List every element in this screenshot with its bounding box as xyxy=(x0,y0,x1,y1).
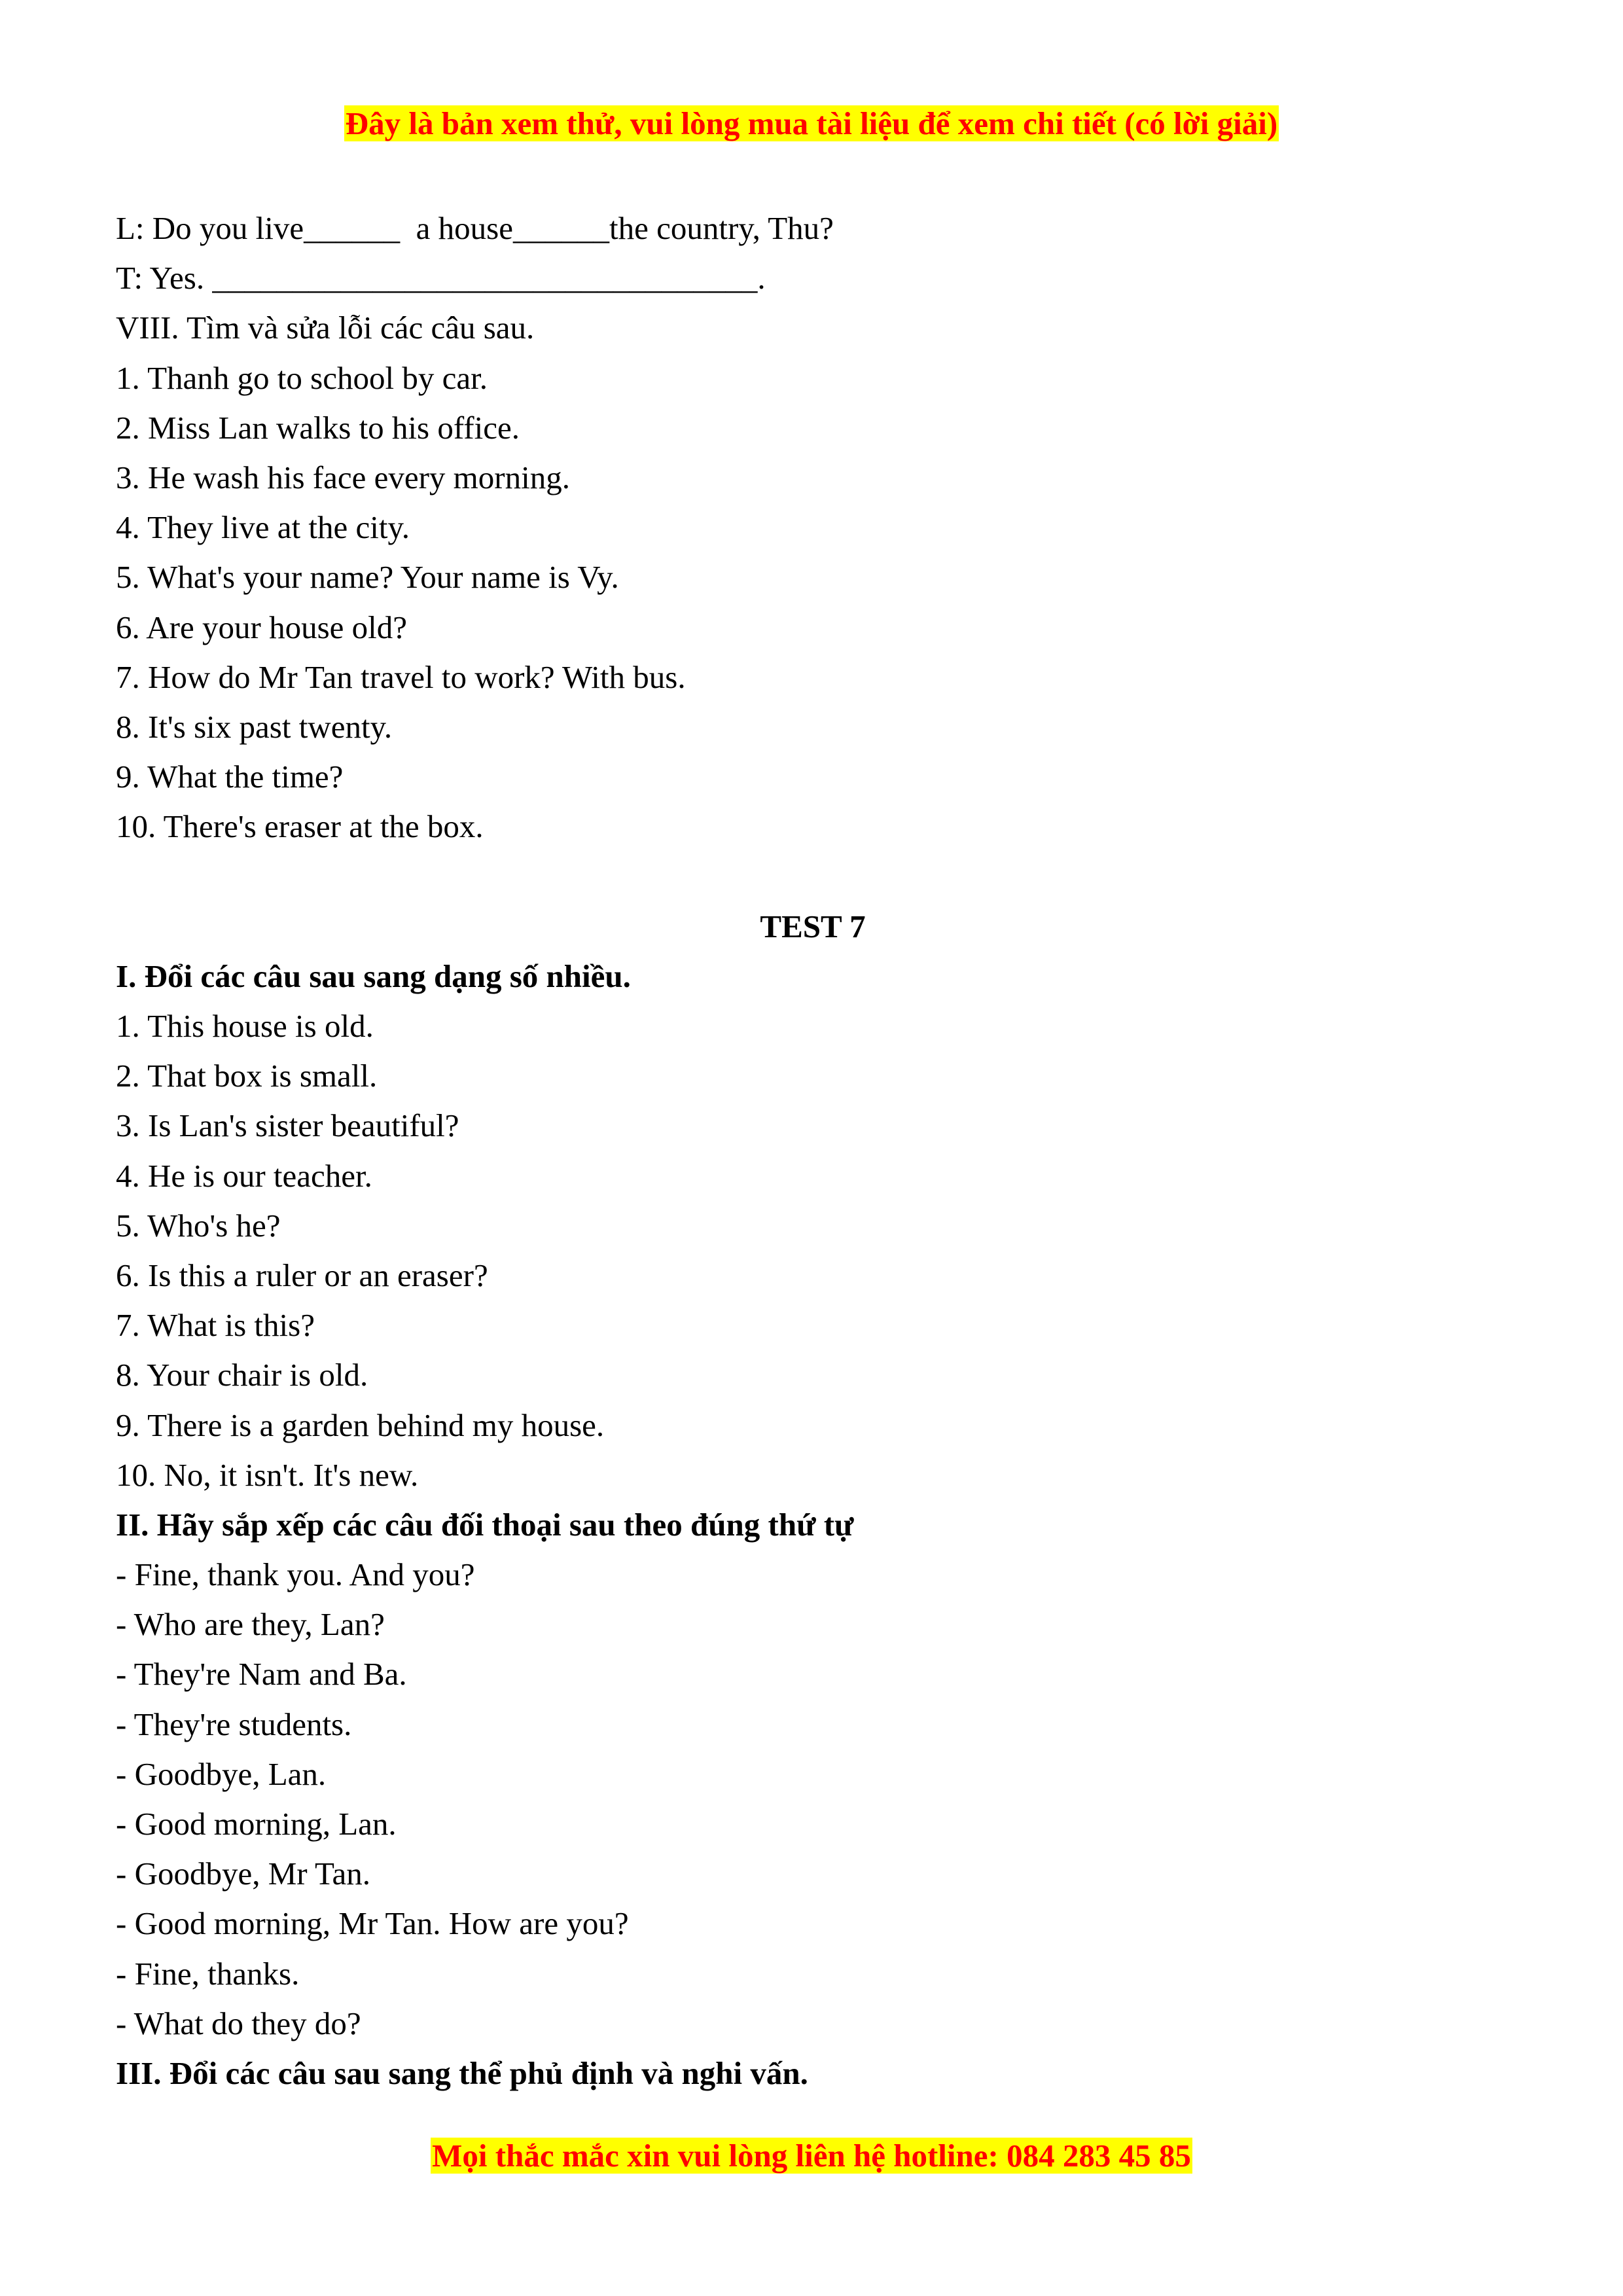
test-title: TEST 7 xyxy=(760,908,866,944)
list-item: 4. They live at the city. xyxy=(116,509,410,546)
list-item: - What do they do? xyxy=(116,2005,361,2041)
list-item: 4. He is our teacher. xyxy=(116,1157,372,1194)
list-item: 1. Thanh go to school by car. xyxy=(116,359,488,396)
list-item: 8. It's six past twenty. xyxy=(116,708,393,745)
list-item: - They're Nam and Ba. xyxy=(116,1656,407,1693)
list-item: 5. What's your name? Your name is Vy. xyxy=(116,559,619,596)
hotline-notice xyxy=(0,2136,1623,2176)
list-item: 6. Are your house old? xyxy=(116,609,407,645)
hotline-notice-text: Mọi thắc mắc xin vui lòng liên hệ hotline: 084 283 45 85 xyxy=(432,2138,1191,2174)
list-item: - Good morning, Lan. xyxy=(116,1806,397,1842)
section-ii-title: II. Hãy sắp xếp các câu đối thoại sau theo đúng thứ tự xyxy=(116,1506,854,1543)
list-item: 3. Is Lan's sister beautiful? xyxy=(116,1107,459,1144)
list-item: - Who are they, Lan? xyxy=(116,1606,385,1643)
list-item: 9. What the time? xyxy=(116,759,344,795)
dialogue-line: L: Do you live______ a house______the country, Thu? xyxy=(116,210,834,246)
list-item: 8. Your chair is old. xyxy=(116,1357,368,1393)
section-i-title: I. Đổi các câu sau sang dạng số nhiều. xyxy=(116,958,631,994)
list-item: 5. Who's he? xyxy=(116,1207,281,1244)
list-item: - They're students. xyxy=(116,1706,352,1742)
list-item: - Fine, thanks. xyxy=(116,1955,300,1992)
document-body xyxy=(116,204,1510,2098)
preview-notice-text: Đây là bản xem thử, vui lòng mua tài liệu để xem chi tiết (có lời giải) xyxy=(345,105,1278,141)
list-item: 3. He wash his face every morning. xyxy=(116,459,570,495)
list-item: 10. No, it isn't. It's new. xyxy=(116,1456,419,1493)
section-viii-title: VIII. Tìm và sửa lỗi các câu sau. xyxy=(116,310,535,346)
list-item: 6. Is this a ruler or an eraser? xyxy=(116,1257,488,1293)
list-item: 10. There's eraser at the box. xyxy=(116,808,484,845)
list-item: 2. Miss Lan walks to his office. xyxy=(116,409,520,446)
list-item: 1. This house is old. xyxy=(116,1008,374,1044)
list-item: - Goodbye, Mr Tan. xyxy=(116,1856,370,1892)
list-item: - Goodbye, Lan. xyxy=(116,1755,327,1792)
list-item: 7. What is this? xyxy=(116,1307,315,1344)
list-item: 9. There is a garden behind my house. xyxy=(116,1407,605,1443)
preview-notice xyxy=(0,104,1623,143)
section-iii-title: III. Đổi các câu sau sang thể phủ định và nghi vấn. xyxy=(116,2054,808,2091)
list-item: - Good morning, Mr Tan. How are you? xyxy=(116,1905,629,1942)
dialogue-line: T: Yes. __________________________________. xyxy=(116,260,766,296)
list-item: 2. That box is small. xyxy=(116,1058,378,1094)
list-item: - Fine, thank you. And you? xyxy=(116,1556,475,1593)
list-item: 7. How do Mr Tan travel to work? With bus. xyxy=(116,658,686,695)
spacer xyxy=(116,852,1510,901)
